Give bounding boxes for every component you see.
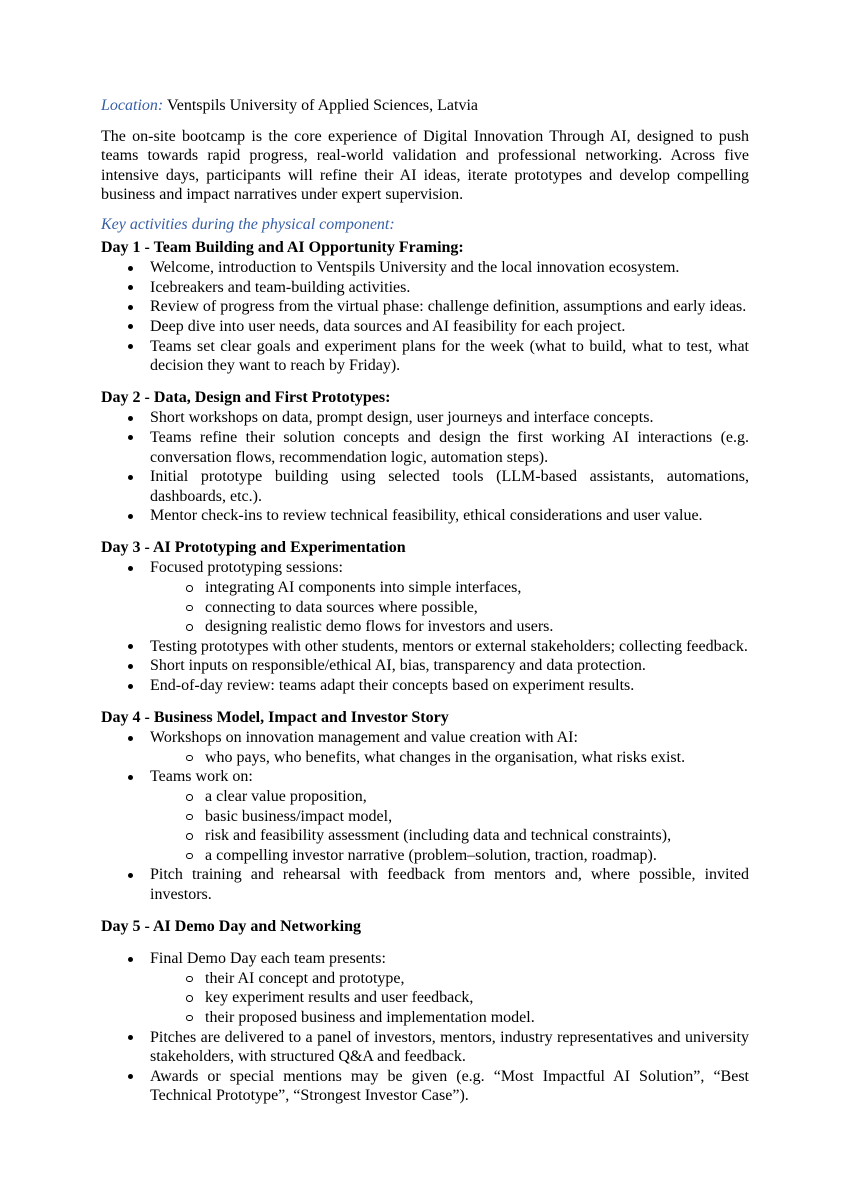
list-item — [101, 278, 749, 298]
list-item-text: risk and feasibility assessment (including data and technical constraints), — [205, 827, 672, 845]
list-item-text: who pays, who benefits, what changes in the organisation, what risks exist. — [205, 748, 686, 766]
list-item-text: designing realistic demo flows for investors and users. — [205, 618, 554, 636]
list-item — [101, 767, 749, 787]
circle-bullet-icon — [186, 814, 193, 821]
list-item-text: End-of-day review: teams adapt their concepts based on experiment results. — [150, 677, 635, 695]
day-section — [101, 388, 749, 526]
circle-bullet-icon — [186, 605, 193, 612]
key-activities-heading: Key activities during the physical component: — [101, 215, 395, 233]
list-item-text: Pitches are delivered to a panel of investors, mentors, industry representatives and university stakeholders, with structured Q&A and feedback. — [150, 1028, 749, 1066]
day-section — [101, 917, 749, 1106]
sub-list-item — [101, 969, 749, 989]
day-section — [101, 238, 749, 376]
list-item-text: Focused prototyping sessions: — [150, 559, 343, 577]
list-item — [101, 1028, 749, 1067]
list-item-text: Pitch training and rehearsal with feedback from mentors and, where possible, invited investors. — [150, 866, 749, 903]
list-item-text: Welcome, introduction to Ventspils University and the local innovation ecosystem. — [150, 259, 680, 277]
list-item-text: a compelling investor narrative (problem–solution, traction, roadmap). — [205, 846, 657, 864]
disc-bullet-icon — [128, 957, 133, 962]
list-item-text: connecting to data sources where possible, — [205, 598, 478, 616]
list-item — [101, 558, 749, 578]
circle-bullet-icon — [186, 853, 193, 860]
list-item-text: integrating AI components into simple interfaces, — [205, 579, 522, 597]
list-item-text: Review of progress from the virtual phase: challenge definition, assumptions and early ideas. — [150, 298, 747, 316]
list-item — [101, 656, 749, 676]
circle-bullet-icon — [186, 624, 193, 631]
day-items — [101, 258, 749, 376]
disc-bullet-icon — [128, 475, 133, 480]
circle-bullet-icon — [186, 833, 193, 840]
disc-bullet-icon — [128, 644, 133, 649]
disc-bullet-icon — [128, 873, 133, 878]
sub-list-item — [101, 748, 749, 768]
day-title: Day 5 - AI Demo Day and Networking — [101, 917, 361, 935]
location-line — [101, 96, 749, 116]
day-items — [101, 558, 749, 695]
intro-paragraph: The on-site bootcamp is the core experience of Digital Innovation Through AI, designed to push teams towards rapid progress, real-world validation and professional networking. Across five intensive days, participants will refine their AI ideas, iterate prototypes and develop compelling business and impact narratives under expert supervision. — [101, 127, 749, 204]
disc-bullet-icon — [128, 324, 133, 329]
day-section — [101, 538, 749, 696]
list-item-text: Testing prototypes with other students, mentors or external stakeholders; collecting feedback. — [150, 637, 748, 655]
location-value: Ventspils University of Applied Sciences, Latvia — [166, 97, 478, 114]
list-item-text: Teams refine their solution concepts and design the first working AI interactions (e.g. conversation flows, recommendation logic, automation steps). — [150, 428, 749, 466]
disc-bullet-icon — [128, 305, 133, 310]
disc-bullet-icon — [128, 566, 133, 571]
sub-list-item — [101, 787, 749, 807]
disc-bullet-icon — [128, 736, 133, 741]
list-item-text: basic business/impact model, — [205, 807, 393, 825]
list-item-text: Awards or special mentions may be given (e.g. “Most Impactful AI Solution”, “Best Technical Prototype”, “Strongest Investor Case”). — [150, 1067, 749, 1105]
disc-bullet-icon — [128, 435, 133, 440]
list-item-text: their AI concept and prototype, — [205, 969, 405, 987]
day-items — [101, 728, 749, 904]
disc-bullet-icon — [128, 285, 133, 290]
list-item — [101, 297, 749, 317]
list-item — [101, 1067, 749, 1106]
circle-bullet-icon — [186, 976, 193, 983]
day-section — [101, 708, 749, 905]
list-item — [101, 428, 749, 467]
sub-list-item — [101, 617, 749, 637]
list-item-text: Mentor check-ins to review technical feasibility, ethical considerations and user value. — [150, 507, 703, 525]
disc-bullet-icon — [128, 775, 133, 780]
list-item-text: Deep dive into user needs, data sources and AI feasibility for each project. — [150, 317, 626, 335]
list-item — [101, 949, 749, 969]
list-item — [101, 728, 749, 748]
circle-bullet-icon — [186, 995, 193, 1002]
sub-list-item — [101, 598, 749, 618]
day-title: Day 4 - Business Model, Impact and Investor Story — [101, 708, 449, 726]
location-label: Location: — [101, 97, 164, 114]
list-item — [101, 637, 749, 657]
disc-bullet-icon — [128, 344, 133, 349]
sub-list-item — [101, 578, 749, 598]
day-title: Day 3 - AI Prototyping and Experimentation — [101, 538, 406, 556]
list-item-text: Short workshops on data, prompt design, user journeys and interface concepts. — [150, 409, 654, 427]
disc-bullet-icon — [128, 514, 133, 519]
day-sections — [101, 238, 749, 1106]
list-item — [101, 337, 749, 376]
sub-list-item — [101, 807, 749, 827]
disc-bullet-icon — [128, 1035, 133, 1040]
sub-list-item — [101, 1008, 749, 1028]
list-item-text: Initial prototype building using selected tools (LLM-based assistants, automations, dashboards, etc.). — [150, 468, 749, 505]
list-item-text: Icebreakers and team-building activities. — [150, 278, 411, 296]
disc-bullet-icon — [128, 266, 133, 271]
list-item — [101, 676, 749, 696]
list-item — [101, 467, 749, 506]
list-item-text: Final Demo Day each team presents: — [150, 950, 386, 968]
disc-bullet-icon — [128, 664, 133, 669]
list-item — [101, 506, 749, 526]
sub-list-item — [101, 846, 749, 866]
list-item-text: Teams work on: — [150, 768, 253, 786]
list-item — [101, 408, 749, 428]
sub-list-item — [101, 988, 749, 1008]
sub-list-item — [101, 826, 749, 846]
disc-bullet-icon — [128, 416, 133, 421]
disc-bullet-icon — [128, 684, 133, 689]
list-item-text: their proposed business and implementation model. — [205, 1008, 535, 1026]
list-item-text: Short inputs on responsible/ethical AI, bias, transparency and data protection. — [150, 657, 646, 675]
list-item-text: Workshops on innovation management and value creation with AI: — [150, 729, 578, 747]
circle-bullet-icon — [186, 1015, 193, 1022]
circle-bullet-icon — [186, 585, 193, 592]
list-item-text: a clear value proposition, — [205, 788, 367, 805]
disc-bullet-icon — [128, 1074, 133, 1079]
day-title: Day 1 - Team Building and AI Opportunity Framing: — [101, 238, 464, 256]
day-items — [101, 408, 749, 526]
list-item-text: Teams set clear goals and experiment plans for the week (what to build, what to test, what decision they want to reach by Friday). — [150, 337, 749, 375]
day-items — [101, 949, 749, 1106]
circle-bullet-icon — [186, 755, 193, 762]
day-title: Day 2 - Data, Design and First Prototypes: — [101, 388, 391, 406]
list-item-text: key experiment results and user feedback, — [205, 989, 474, 1007]
list-item — [101, 865, 749, 904]
list-item — [101, 258, 749, 278]
circle-bullet-icon — [186, 794, 193, 801]
list-item — [101, 317, 749, 337]
